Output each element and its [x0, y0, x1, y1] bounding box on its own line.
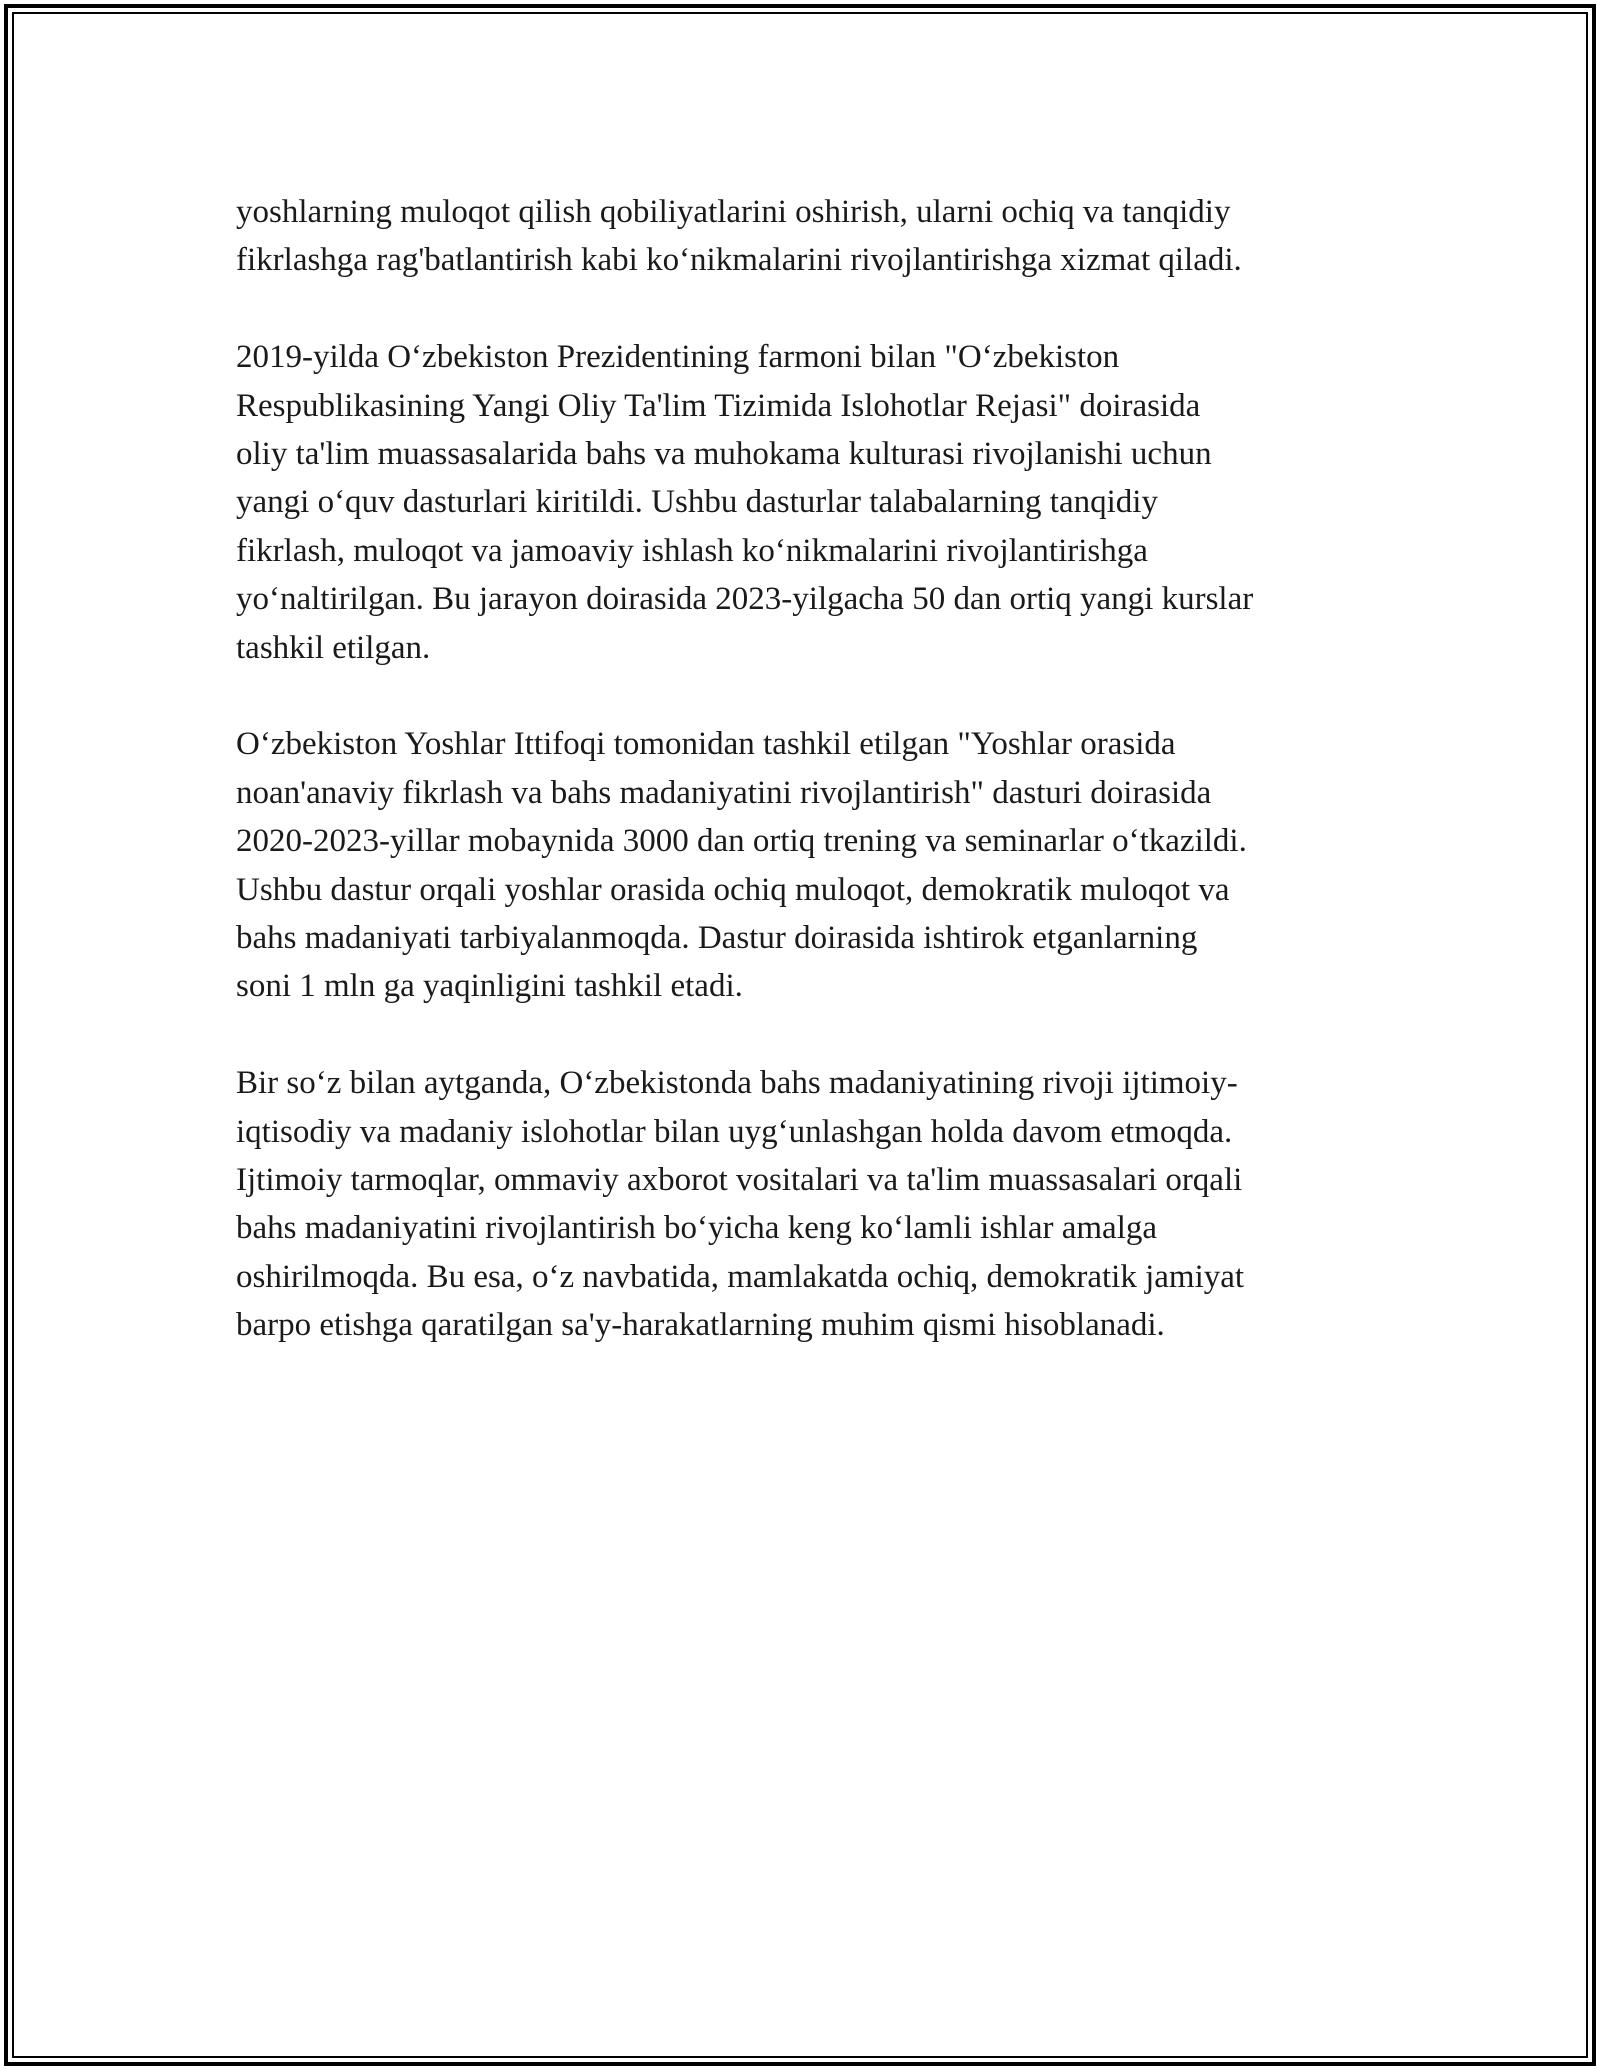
text-line: O‘zbekiston Yoshlar Ittifoqi tomonidan tashkil etilgan "Yoshlar orasida — [236, 726, 1176, 763]
text-line: Ijtimoiy tarmoqlar, ommaviy axborot vositalari va ta'lim muassasalari orqali — [236, 1162, 1243, 1199]
text-line: fikrlashga rag'batlantirish kabi ko‘nikmalarini rivojlantirishga xizmat qiladi. — [236, 242, 1242, 279]
document-body — [236, 188, 1376, 1398]
text-line: iqtisodiy va madaniy islohotlar bilan uyg‘unlashgan holda davom etmoqda. — [236, 1113, 1233, 1150]
text-line: fikrlash, muloqot va jamoaviy ishlash ko‘nikmalarini rivojlantirishga — [236, 532, 1148, 569]
text-line: yo‘naltirilgan. Bu jarayon doirasida 2023-yilgacha 50 dan ortiq yangi kurslar — [236, 581, 1254, 618]
text-line: tashkil etilgan. — [236, 629, 431, 666]
text-line: bahs madaniyatini rivojlantirish bo‘yicha keng ko‘lamli ishlar amalga — [236, 1210, 1158, 1247]
paragraph-1 — [236, 188, 1376, 285]
paragraph-4 — [236, 1059, 1376, 1349]
text-line: Respublikasining Yangi Oliy Ta'lim Tizimida Islohotlar Rejasi" doirasida — [236, 387, 1201, 424]
text-line: noan'anaviy fikrlash va bahs madaniyatini rivojlantirish" dasturi doirasida — [236, 774, 1212, 811]
text-line: yoshlarning muloqot qilish qobiliyatlarini oshirish, ularni ochiq va tanqidiy — [236, 194, 1231, 230]
text-line: soni 1 mln ga yaqinligini tashkil etadi. — [236, 968, 743, 1005]
text-line: oshirilmoqda. Bu esa, o‘z navbatida, mamlakatda ochiq, demokratik jamiyat — [236, 1258, 1245, 1295]
text-line: 2019-yilda O‘zbekiston Prezidentining farmoni bilan "O‘zbekiston — [236, 339, 1120, 376]
text-line: Bir so‘z bilan aytganda, O‘zbekistonda bahs madaniyatining rivoji ijtimoiy- — [236, 1065, 1238, 1102]
text-line: oliy ta'lim muassasalarida bahs va muhokama kulturasi rivojlanishi uchun — [236, 436, 1212, 473]
text-line: bahs madaniyati tarbiyalanmoqda. Dastur doirasida ishtirok etganlarning — [236, 920, 1198, 957]
text-line: Ushbu dastur orqali yoshlar orasida ochiq muloqot, demokratik muloqot va — [236, 871, 1230, 908]
paragraph-2 — [236, 333, 1376, 672]
text-line: yangi o‘quv dasturlari kiritildi. Ushbu dasturlar talabalarning tanqidiy — [236, 484, 1158, 521]
paragraph-3 — [236, 720, 1376, 1010]
text-line: 2020-2023-yillar mobaynida 3000 dan ortiq trening va seminarlar o‘tkazildi. — [236, 823, 1247, 860]
text-line: barpo etishga qaratilgan sa'y-harakatlarning muhim qismi hisoblanadi. — [236, 1307, 1165, 1344]
